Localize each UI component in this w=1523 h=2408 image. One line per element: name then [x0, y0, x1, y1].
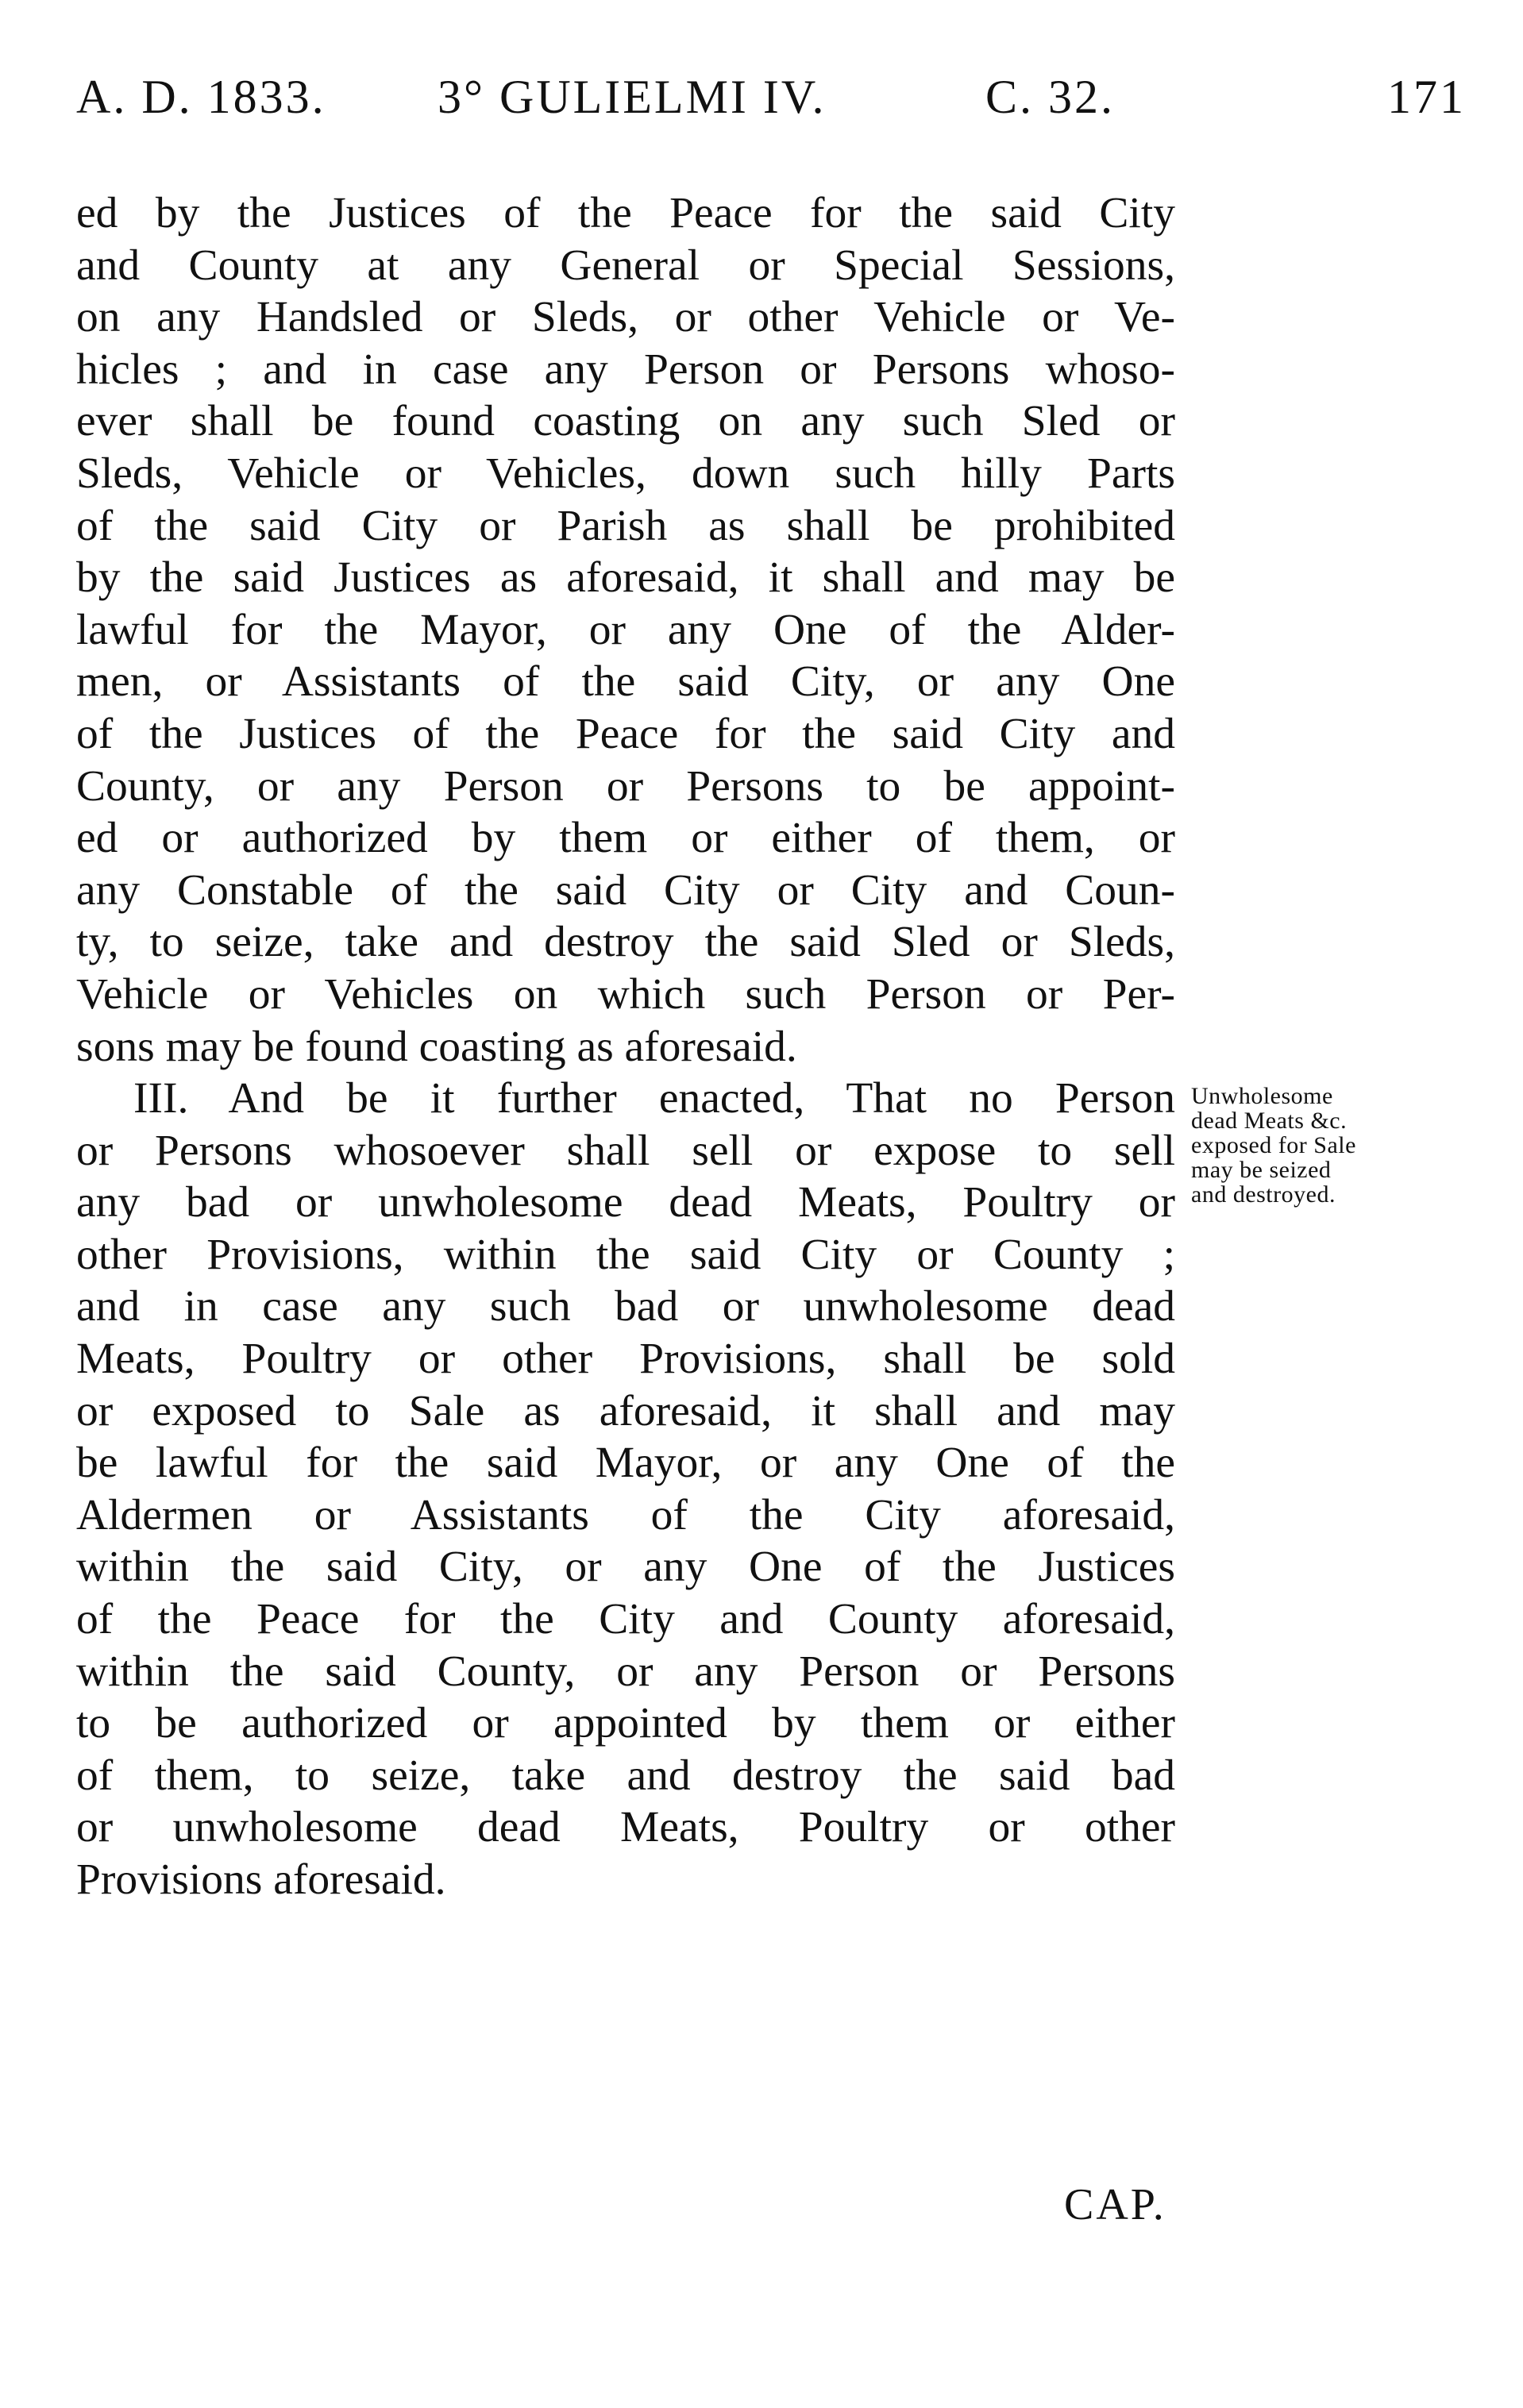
- text-line: or exposed to Sale as aforesaid, it shall and may: [76, 1386, 1175, 1435]
- catchword: CAP.: [1064, 2180, 1166, 2229]
- text-line: of the Peace for the City and County aforesaid,: [76, 1595, 1175, 1644]
- header-chapter: C. 32.: [985, 71, 1116, 123]
- main-text-column: [76, 187, 1175, 1906]
- marginal-note-line: may be seized: [1191, 1157, 1332, 1183]
- marginal-note: [1191, 1084, 1453, 1207]
- text-line: on any Handsled or Sleds, or other Vehicle or Ve-: [76, 293, 1175, 342]
- text-line: ty, to seize, take and destroy the said Sled or Sleds,: [76, 918, 1175, 967]
- text-line: within the said City, or any One of the Justices: [76, 1543, 1175, 1592]
- text-line: ed by the Justices of the Peace for the said City: [76, 189, 1175, 237]
- text-line: Provisions aforesaid.: [76, 1855, 446, 1904]
- marginal-note-line: exposed for Sale: [1191, 1132, 1356, 1158]
- text-line: and in case any such bad or unwholesome dead: [76, 1282, 1175, 1331]
- text-line: men, or Assistants of the said City, or any One: [76, 657, 1175, 707]
- text-line: Vehicle or Vehicles on which such Person or Per-: [76, 969, 1175, 1019]
- text-line: County, or any Person or Persons to be appoint-: [76, 761, 1175, 811]
- text-line: any bad or unwholesome dead Meats, Poultry or: [76, 1178, 1175, 1227]
- paragraph-continuation: [76, 187, 1175, 1073]
- marginal-note-line: dead Meats &c.: [1191, 1108, 1348, 1134]
- text-line: Meats, Poultry or other Provisions, shall be sold: [76, 1335, 1175, 1384]
- text-line: within the said County, or any Person or Persons: [76, 1647, 1175, 1696]
- header-regnal-year: 3° GULIELMI IV.: [438, 71, 827, 123]
- section-first-line: III. And be it further enacted, That no Person: [133, 1074, 1175, 1123]
- text-line: other Provisions, within the said City or County ;: [76, 1230, 1175, 1279]
- text-line: of the Justices of the Peace for the said City and: [76, 709, 1175, 758]
- text-line: to be authorized or appointed by them or either: [76, 1699, 1175, 1748]
- text-line: and County at any General or Special Sessions,: [76, 241, 1175, 290]
- header-year: A. D. 1833.: [76, 71, 326, 123]
- text-line: lawful for the Mayor, or any One of the Alder-: [76, 605, 1175, 654]
- text-line: of the said City or Parish as shall be prohibited: [76, 501, 1175, 550]
- text-line: or unwholesome dead Meats, Poultry or other: [76, 1803, 1175, 1852]
- marginal-note-line: and destroyed.: [1191, 1181, 1336, 1208]
- text-line: ever shall be found coasting on any such Sled or: [76, 397, 1175, 446]
- text-line: any Constable of the said City or City and Coun-: [76, 865, 1175, 915]
- text-line: sons may be found coasting as aforesaid.: [76, 1022, 797, 1071]
- text-line: by the said Justices as aforesaid, it shall and may be: [76, 553, 1175, 603]
- section-three: [76, 1073, 1175, 1906]
- text-line: ed or authorized by them or either of them, or: [76, 814, 1175, 863]
- text-line: Sleds, Vehicle or Vehicles, down such hilly Parts: [76, 449, 1175, 498]
- text-line: hicles ; and in case any Person or Persons whoso-: [76, 345, 1175, 394]
- text-line: Aldermen or Assistants of the City aforesaid,: [76, 1490, 1175, 1539]
- text-line: or Persons whosoever shall sell or expose to sell: [76, 1126, 1175, 1175]
- text-line: be lawful for the said Mayor, or any One of the: [76, 1439, 1175, 1488]
- running-header: [76, 70, 1466, 133]
- marginal-note-line: Unwholesome: [1191, 1083, 1333, 1109]
- text-line: of them, to seize, take and destroy the said bad: [76, 1751, 1175, 1800]
- page-number: 171: [1387, 71, 1466, 123]
